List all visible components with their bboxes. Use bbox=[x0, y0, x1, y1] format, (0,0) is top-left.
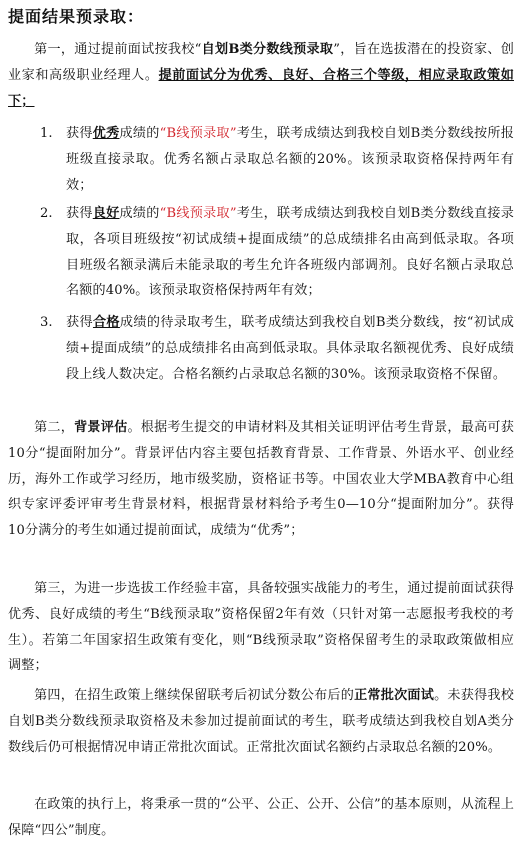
item2-text-a: 获得 bbox=[66, 206, 93, 221]
item3-text-a: 获得 bbox=[66, 315, 93, 330]
list-item-good bbox=[66, 201, 514, 304]
p1-text-c: ”，旨在选拔潜在的投资家、创业家和高级职业经理人。 bbox=[8, 42, 514, 83]
p3-text: 第三，为进一步选拔工作经验丰富，具备较强实战能力的考生，通过提前面试获得优秀、良好成绩的考生“B线预录取”资格保留2年有效（只针对第一志愿报考我校的考生）。若第二年国家招生政策有变化，则“B线预录取”资格保留考生的录取政策做相应调整； bbox=[8, 581, 514, 674]
list-number-1: 1. bbox=[40, 126, 53, 141]
list-item-excellent bbox=[66, 121, 514, 198]
p2-text-a: 第二， bbox=[34, 420, 75, 435]
p4-bold-normal-interview: 正常批次面试 bbox=[354, 688, 435, 703]
item1-text-c: 考生，联考成绩达到我校自划B类分数线按所报班级直接录取。优秀名额占录取总名额的20%。该预录取资格保持两年有效； bbox=[66, 126, 515, 193]
item1-text-a: 获得 bbox=[66, 126, 93, 141]
item1-text-b: 成绩的 bbox=[119, 126, 160, 141]
item1-red-label: “B线预录取” bbox=[159, 126, 237, 141]
grade-good: 良好 bbox=[92, 206, 120, 221]
list-item-pass bbox=[66, 310, 514, 387]
section-title: 提面结果预录取： bbox=[8, 7, 145, 26]
item2-red-label: “B线预录取” bbox=[159, 206, 237, 221]
p2-text-c: 。根据考生提交的申请材料及其相关证明评估考生背景，最高可获10分“提面附加分”。背景评估内容主要包括教育背景、工作背景、外语水平、创业经历，海外工作或学习经历，地市级奖励，资格证书等。中国农业大学MBA教育中心组织专家评委评审考生背景材料，根据背景材料给予考生0—10分“提面附加分”。获得10分满分的考生如通过提前面试，成绩为“优秀”； bbox=[8, 420, 514, 539]
p1-underlined-policy: 提前面试分为优秀、良好、合格三个等级，相应录取政策如下； bbox=[8, 67, 514, 109]
paragraph-second bbox=[8, 415, 514, 544]
p4-text-a: 第四，在招生政策上继续保留联考后初试分数公布后的 bbox=[34, 688, 355, 703]
item3-text-b: 成绩的待录取考生，联考成绩达到我校自划B类分数线，按“初试成绩+提面成绩”的总成绩排名由高到低录取。具体录取名额视优秀、良好成绩段上线人数决定。合格名额约占录取总名额的30%。该预录取资格不保留。 bbox=[66, 315, 514, 382]
p1-bold-title: 自划B类分数线预录取 bbox=[201, 42, 334, 57]
p2-bold-background: 背景评估 bbox=[74, 420, 128, 435]
item2-text-b: 成绩的 bbox=[119, 206, 160, 221]
paragraph-fourth bbox=[8, 683, 514, 760]
paragraph-fifth bbox=[8, 792, 514, 844]
item2-text-c: 考生，联考成绩达到我校自划B类分数线直接录取，各项目班级按“初试成绩+提面成绩”的总成绩排名由高到低录取。各项目班级名额录满后未能录取的考生允许各班级内部调剂。良好名额占录取总名额的40%。该预录取资格保持两年有效； bbox=[66, 206, 515, 299]
grade-pass: 合格 bbox=[92, 315, 120, 330]
list-number-3: 3. bbox=[40, 315, 53, 330]
p1-text-a: 第一，通过提前面试按我校“ bbox=[34, 42, 202, 57]
p5-text: 在政策的执行上，将秉承一贯的“公平、公正、公开、公信”的基本原则，从流程上保障“四公”制度。 bbox=[8, 797, 514, 838]
p4-text-c: 。未获得我校自划B类分数线预录取资格及未参加过提前面试的考生，联考成绩达到我校自划A类分数线后仍可根据情况申请正常批次面试。正常批次面试名额约占录取总名额的20%。 bbox=[8, 688, 514, 755]
grade-excellent: 优秀 bbox=[92, 126, 120, 141]
paragraph-third bbox=[8, 576, 514, 679]
paragraph-first bbox=[8, 37, 514, 114]
list-number-2: 2. bbox=[40, 206, 53, 221]
